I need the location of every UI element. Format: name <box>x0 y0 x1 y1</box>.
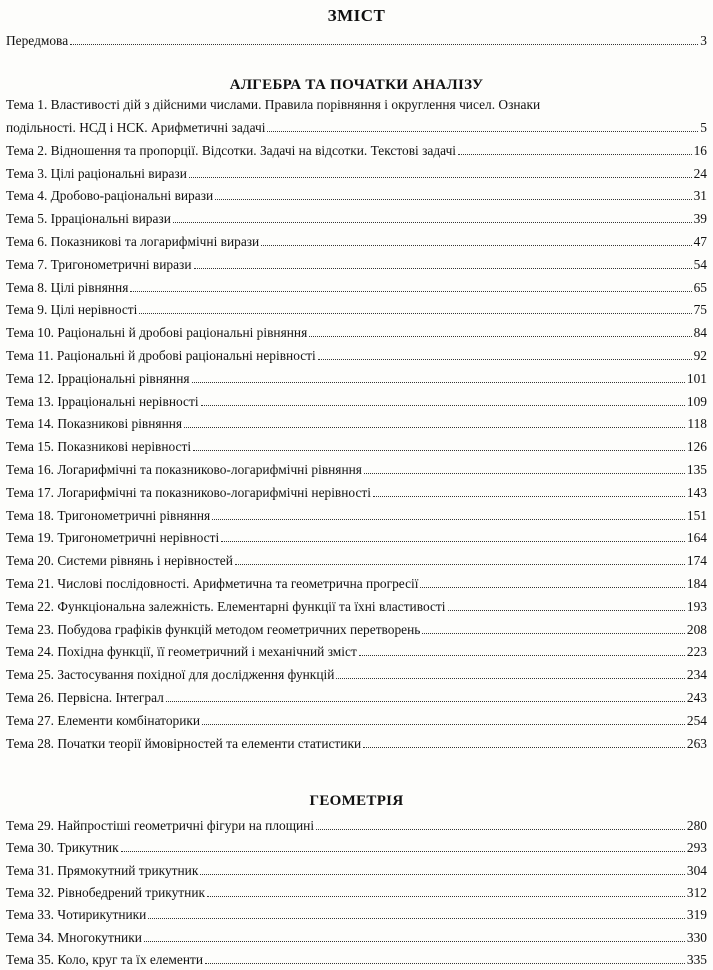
toc-entry-page: 75 <box>693 302 707 318</box>
leader-dots <box>267 131 698 132</box>
toc-entry-page: 143 <box>686 484 707 500</box>
toc-entry-page: 16 <box>693 142 707 158</box>
toc-entry[interactable] <box>6 618 707 638</box>
toc-entry[interactable] <box>6 859 707 879</box>
toc-entry-page: 135 <box>686 462 707 477</box>
toc-entry-page: 254 <box>686 712 707 728</box>
leader-dots <box>215 199 691 200</box>
toc-entry-page: 109 <box>686 393 707 409</box>
toc-entry-label: Тема 14. Показникові рівняння <box>6 416 183 432</box>
toc-entry-label: Тема 35. Коло, круг та їх елементи <box>6 951 204 967</box>
toc-entry-label: Тема 31. Прямокутний трикутник <box>6 862 199 878</box>
leader-dots <box>121 851 685 852</box>
toc-entry[interactable] <box>6 732 707 752</box>
leader-dots <box>364 473 685 474</box>
section-heading-algebra: АЛГЕБРА ТА ПОЧАТКИ АНАЛІЗУ <box>229 77 484 93</box>
leader-dots <box>200 874 685 875</box>
leader-dots <box>448 610 685 611</box>
toc-entry-label: Тема 34. Многокутники <box>6 929 142 945</box>
toc-entry[interactable] <box>6 948 707 968</box>
toc-entry-label: Тема 18. Тригонометричні рівняння <box>6 507 211 523</box>
toc-entry-page: 293 <box>686 840 707 856</box>
leader-dots <box>201 405 685 406</box>
toc-entry-line[interactable]: Тема 1. Властивості дій з дійсними числами. Правила порівняння і округлення чисел. Ознаки <box>6 97 541 112</box>
toc-entry-page: 92 <box>693 348 707 363</box>
leader-dots <box>189 177 692 178</box>
toc-entry-page: 101 <box>686 370 707 386</box>
toc-entry-label: Тема 6. Показникові та логарифмічні вирази <box>6 234 260 249</box>
toc-entry-label: Тема 28. Початки теорії ймовірностей та елементи статистики <box>6 735 362 751</box>
toc-entry-label: Тема 29. Найпростіші геометричні фігури на площині <box>6 818 315 833</box>
toc-entry-page: 164 <box>686 530 707 546</box>
toc-entry-page: 312 <box>686 884 707 900</box>
toc-entry-page: 330 <box>686 929 707 945</box>
toc-entry[interactable] <box>6 412 707 432</box>
toc-entry[interactable] <box>6 276 707 296</box>
toc-entry-page: 263 <box>686 735 707 751</box>
toc-entry-page: 118 <box>687 416 707 432</box>
leader-dots <box>148 918 685 919</box>
leader-dots <box>235 564 685 565</box>
section-heading-geometry: ГЕОМЕТРІЯ <box>309 793 404 809</box>
toc-entry-page: 84 <box>693 325 707 341</box>
toc-entry-page: 243 <box>686 690 707 705</box>
toc-entry[interactable] <box>6 321 707 341</box>
toc-entry-page: 5 <box>700 120 707 135</box>
toc-entry[interactable] <box>6 253 707 273</box>
leader-dots <box>192 382 685 383</box>
toc-entry-label: Передмова <box>6 33 69 48</box>
toc-entry-page: 24 <box>693 165 707 181</box>
toc-entry-label: Тема 23. Побудова графіків функцій методом геометричних перетворень <box>6 621 421 637</box>
toc-entry[interactable] <box>6 435 707 455</box>
leader-dots <box>212 519 685 520</box>
toc-entry-page: 335 <box>686 951 707 967</box>
toc-entry[interactable] <box>6 230 707 250</box>
leader-dots <box>166 701 685 702</box>
toc-entry[interactable] <box>6 481 707 501</box>
toc-entry-label: Тема 20. Системи рівнянь і нерівностей <box>6 553 233 569</box>
toc-entry[interactable] <box>6 640 707 660</box>
toc-entry-label: Тема 25. Застосування похідної для дослідження функцій <box>6 667 335 683</box>
leader-dots <box>70 44 698 45</box>
toc-entry[interactable] <box>6 595 707 615</box>
toc-entry[interactable] <box>6 814 707 834</box>
leader-dots <box>318 359 692 360</box>
toc-entry-label: Тема 11. Раціональні й дробові раціональні нерівності <box>6 348 316 363</box>
toc-entry-label: Тема 3. Цілі раціональні вирази <box>6 165 187 181</box>
toc-entry-page: 174 <box>686 553 707 569</box>
toc-entry-label: Тема 8. Цілі рівняння <box>6 279 129 295</box>
toc-entry-label: Тема 33. Чотирикутники <box>6 907 147 923</box>
toc-entry[interactable] <box>6 184 707 204</box>
toc-entry-page: 193 <box>686 598 707 614</box>
toc-entry-label: Тема 19. Тригонометричні нерівності <box>6 530 220 546</box>
toc-entry-page: 3 <box>700 33 707 48</box>
toc-entry[interactable] <box>6 344 707 364</box>
toc-entry-page: 304 <box>686 862 707 878</box>
toc-entry-label: Тема 32. Рівнобедрений трикутник <box>6 884 206 900</box>
toc-entry-label: Тема 21. Числові послідовності. Арифметична та геометрична прогресії <box>6 576 419 591</box>
leader-dots <box>422 633 685 634</box>
leader-dots <box>363 747 685 748</box>
leader-dots <box>336 678 685 679</box>
toc-entry-page: 126 <box>686 439 707 455</box>
toc-entry[interactable] <box>6 504 707 524</box>
toc-entry[interactable] <box>6 390 707 410</box>
toc-entry-page: 223 <box>686 644 707 660</box>
toc-entry-label: Тема 12. Ірраціональні рівняння <box>6 370 190 386</box>
toc-entry[interactable] <box>6 572 707 592</box>
leader-dots <box>373 496 685 497</box>
toc-entry-label: Тема 5. Ірраціональні вирази <box>6 211 171 227</box>
toc-entry-label: Тема 26. Первісна. Інтеграл <box>6 690 164 705</box>
leader-dots <box>309 336 691 337</box>
toc-entry[interactable] <box>6 709 707 729</box>
page-title: ЗМІСТ <box>327 6 386 25</box>
toc-entry-page: 319 <box>686 907 707 923</box>
toc-entry[interactable] <box>6 926 707 946</box>
toc-entry-label: Тема 13. Ірраціональні нерівності <box>6 393 199 409</box>
toc-entry[interactable] <box>6 139 707 159</box>
toc-entry-label: подільності. НСД і НСК. Арифметичні задачі <box>6 120 266 135</box>
leader-dots <box>316 829 685 830</box>
toc-entry[interactable] <box>6 836 707 856</box>
toc-entry-page: 39 <box>693 211 707 227</box>
leader-dots <box>202 724 685 725</box>
toc-entry-label: Тема 4. Дробово-раціональні вирази <box>6 188 214 204</box>
leader-dots <box>205 963 685 964</box>
leader-dots <box>139 313 691 314</box>
toc-entry-label: Тема 9. Цілі нерівності <box>6 302 138 318</box>
toc-entry-label: Тема 15. Показникові нерівності <box>6 439 192 455</box>
toc-entry-label: Тема 30. Трикутник <box>6 840 119 856</box>
leader-dots <box>144 941 685 942</box>
toc-entry-page: 31 <box>693 188 707 204</box>
toc-entry[interactable] <box>6 881 707 901</box>
toc-entry[interactable] <box>6 686 707 706</box>
toc-entry-label: Тема 27. Елементи комбінаторики <box>6 712 201 728</box>
toc-entry-page: 234 <box>686 667 707 683</box>
leader-dots <box>221 541 685 542</box>
toc-entry[interactable] <box>6 207 707 227</box>
toc-entry-page: 54 <box>693 256 707 272</box>
leader-dots <box>420 587 684 588</box>
toc-entry-page: 208 <box>686 621 707 637</box>
toc-entry-label: Тема 22. Функціональна залежність. Елементарні функції та їхні властивості <box>6 598 446 614</box>
toc-entry[interactable] <box>6 162 707 182</box>
toc-entry[interactable] <box>6 526 707 546</box>
toc-entry[interactable] <box>6 298 707 318</box>
toc-entry-label: Тема 24. Похідна функції, її геометричний і механічний зміст <box>6 644 357 660</box>
toc-entry-page: 151 <box>686 507 707 523</box>
leader-dots <box>261 245 691 246</box>
toc-entry-label: Тема 10. Раціональні й дробові раціональні рівняння <box>6 325 308 341</box>
toc-entry-page: 47 <box>693 234 707 249</box>
toc-entry-page: 280 <box>686 818 707 833</box>
leader-dots <box>194 268 692 269</box>
toc-entry[interactable] <box>6 903 707 923</box>
toc-entry-page: 65 <box>693 279 707 295</box>
toc-entry[interactable] <box>6 458 707 478</box>
toc-entry[interactable] <box>6 663 707 683</box>
leader-dots <box>173 222 692 223</box>
leader-dots <box>193 450 685 451</box>
toc-entry[interactable] <box>6 116 707 136</box>
leader-dots <box>130 291 691 292</box>
toc-entry-label: Тема 16. Логарифмічні та показниково-логарифмічні рівняння <box>6 462 362 477</box>
toc-entry-label: Тема 17. Логарифмічні та показниково-логарифмічні нерівності <box>6 484 371 500</box>
leader-dots <box>207 896 685 897</box>
toc-entry[interactable] <box>6 367 707 387</box>
leader-dots <box>458 154 692 155</box>
toc-entry-label: Тема 2. Відношення та пропорції. Відсотки. Задачі на відсотки. Текстові задачі <box>6 142 457 158</box>
toc-entry[interactable] <box>6 549 707 569</box>
toc-entry-label: Тема 7. Тригонометричні вирази <box>6 256 192 272</box>
toc-entry-page: 184 <box>686 576 707 591</box>
leader-dots <box>359 655 685 656</box>
leader-dots <box>184 427 685 428</box>
toc-entry-preface[interactable] <box>6 29 707 49</box>
